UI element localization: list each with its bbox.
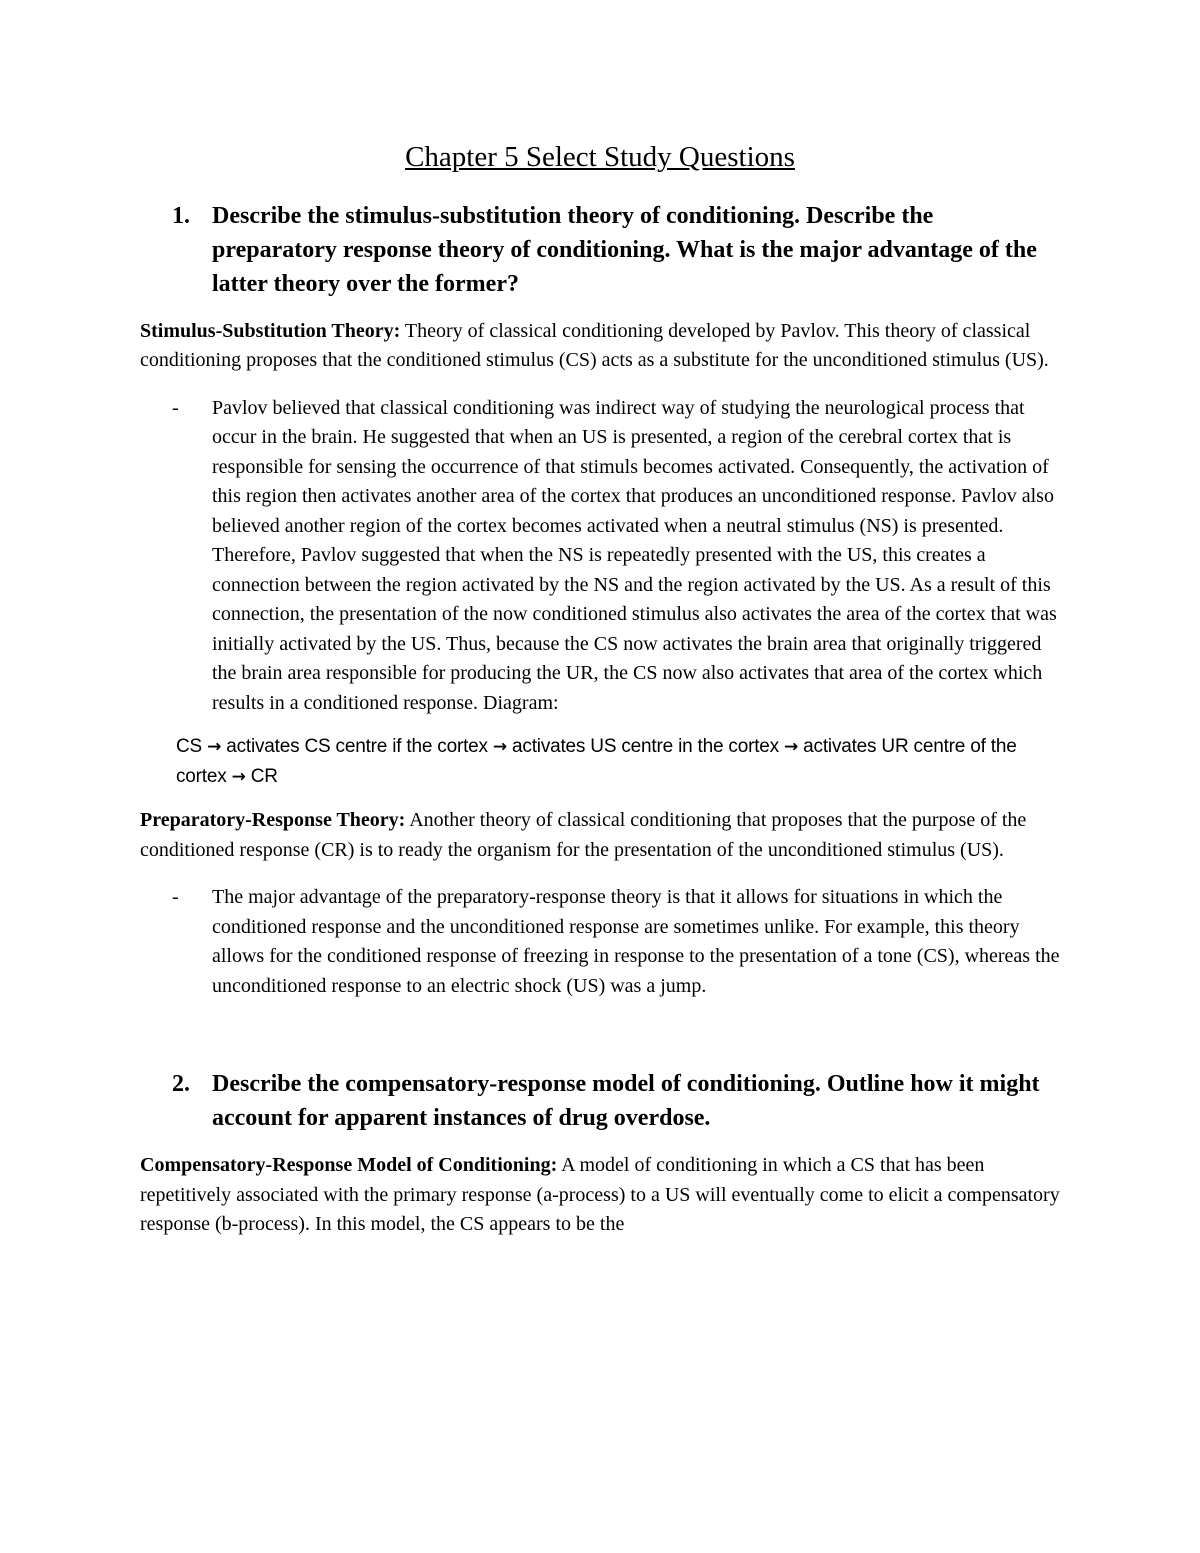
preparatory-response-paragraph — [140, 806, 1060, 865]
bullet-dash: - — [172, 886, 179, 909]
diagram-part-4: activates UR centre of the cortex — [176, 736, 1017, 788]
arrow-right-icon: → — [784, 737, 799, 758]
diagram-part-5: CR — [245, 766, 278, 788]
preparatory-response-bullet-text: The major advantage of the preparatory-response theory is that it allows for situations in which the conditioned response and the unconditioned response are sometimes unlike. For example, this theory allows for the conditioned response of freezing in response to the presentation of a tone (CS), whereas the unconditioned response to an electric shock (US) was a jump. — [212, 886, 1060, 997]
preparatory-response-text: Another theory of classical conditioning that proposes that the purpose of the conditioned response (CR) is to ready the organism for the presentation of the unconditioned stimulus (US). — [140, 809, 1027, 861]
compensatory-response-label: Compensatory-Response Model of Conditioning: — [140, 1154, 558, 1177]
section-spacer — [140, 1015, 1060, 1067]
question-1-number: 1. — [172, 202, 190, 229]
stimulus-substitution-bullet — [172, 394, 1060, 719]
question-1 — [172, 199, 1060, 301]
preparatory-response-label: Preparatory-Response Theory: — [140, 809, 406, 832]
preparatory-response-bullet — [172, 883, 1060, 1001]
question-2 — [172, 1067, 1060, 1135]
compensatory-response-text: A model of conditioning in which a CS that has been repetitively associated with the primary response (a-process) to a US will eventually come to elicit a compensatory response (b-process). In this model, the CS appears to be the — [140, 1154, 1060, 1236]
question-2-number: 2. — [172, 1071, 190, 1098]
arrow-right-icon: → — [207, 737, 222, 758]
question-1-text: Describe the stimulus-substitution theory of conditioning. Describe the preparatory response theory of conditioning. What is the major advantage of the latter theory over the former? — [212, 202, 1037, 297]
stimulus-substitution-paragraph — [140, 317, 1060, 376]
diagram-part-2: activates CS centre if the cortex — [221, 736, 493, 758]
diagram-part-1: CS — [176, 736, 208, 758]
conditioning-diagram — [176, 732, 1060, 792]
stimulus-substitution-bullet-text: Pavlov believed that classical conditioning was indirect way of studying the neurological process that occur in the brain. He suggested that when an US is presented, a region of the cerebral cortex that is responsible for sensing the occurrence of that stimuls becomes activated. Consequently, the activation of this region then activates another area of the cortex that produces an unconditioned response. Pavlov also believed another region of the cortex becomes activated when a neutral stimulus (NS) is presented. Therefore, Pavlov suggested that when the NS is repeatedly presented with the US, this creates a connection between the region activated by the NS and the region activated by the US. As a result of this connection, the presentation of the now conditioned stimulus also activates the area of the cortex that was initially activated by the US. Thus, because the CS now activates the brain area that originally triggered the brain area responsible for producing the UR, the CS now also activates that area of the cortex which results in a conditioned response. Diagram: — [212, 396, 1057, 714]
arrow-right-icon: → — [492, 737, 507, 758]
arrow-right-icon: → — [231, 767, 246, 788]
stimulus-substitution-text: Theory of classical conditioning developed by Pavlov. This theory of classical conditioning proposes that the conditioned stimulus (CS) acts as a substitute for the unconditioned stimulus (US). — [140, 319, 1049, 372]
stimulus-substitution-label: Stimulus-Substitution Theory: — [140, 319, 401, 342]
compensatory-response-paragraph — [140, 1151, 1060, 1240]
question-2-text: Describe the compensatory-response model of conditioning. Outline how it might account for apparent instances of drug overdose. — [212, 1071, 1040, 1132]
page-title: Chapter 5 Select Study Questions — [405, 141, 795, 173]
diagram-part-3: activates US centre in the cortex — [506, 736, 785, 758]
bullet-dash: - — [172, 396, 179, 419]
